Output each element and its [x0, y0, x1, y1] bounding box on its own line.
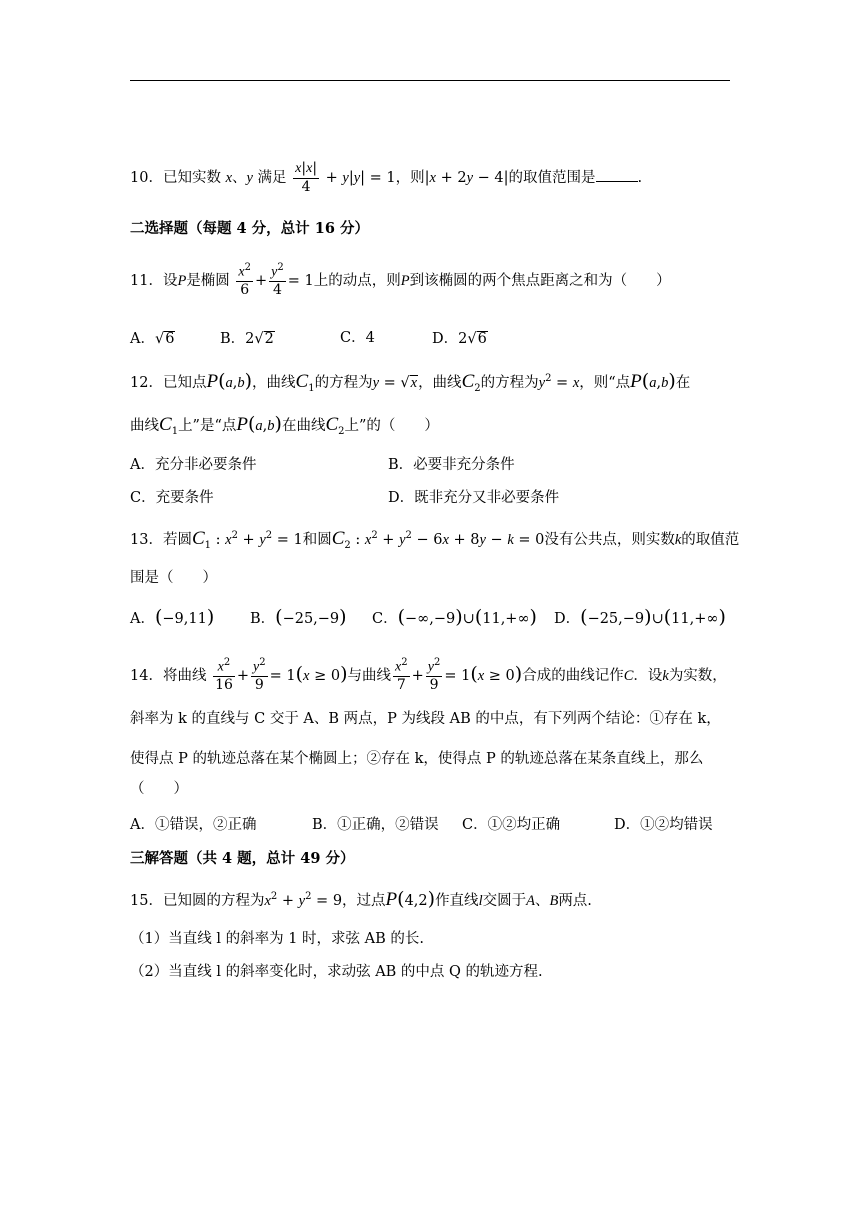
option-c: C．①②均正确: [462, 817, 561, 833]
question-12-line2: 曲线$C_1$上”是“点P(a,b)在曲线$C_2$上”的（ ）: [130, 413, 439, 437]
option-d: D．既非充分又非必要条件: [388, 490, 560, 506]
option-a: A．①错误，②正确: [130, 817, 257, 833]
question-13: 13．若圆$C_1$ : $x^2 + y^2 = 1$和圆$C_2$ : $x^2 + y^2 - 6x + 8y - k = 0$没有公共点，则实数k的取值范: [130, 528, 740, 551]
question-15: 15．已知圆的方程为$x^2 + y^2 = 9$，过点P(4,2)作直线l交圆于A、B两点.: [130, 888, 592, 910]
option-b: B．(−25,−9): [250, 606, 347, 628]
question-11: 11．设P是椭圆 $\frac{x^2}{6}$ + $\frac{y^2}{4}$ = 1上的动点，则P到该椭圆的两个焦点距离之和为（ ）: [130, 262, 671, 299]
question-12: 12．已知点P(a,b)，曲线$C_1$的方程为y = √x，曲线$C_2$的方程为$y^2 = x$，则“点P(a,b)在: [130, 370, 691, 394]
option-a: A．充分非必要条件: [130, 457, 257, 473]
option-a: A．(−9,11): [130, 606, 215, 628]
option-d: D．(−25,−9)∪(11,+∞): [554, 606, 726, 628]
option-d: D．①②均错误: [614, 817, 713, 833]
option-c: C．4: [340, 330, 375, 346]
option-d: D．2√6: [432, 331, 487, 347]
section-title-answer: 三解答题（共 4 题，总计 49 分）: [130, 850, 355, 867]
question-14-line2: 斜率为 k 的直线与 C 交于 A、B 两点，P 为线段 AB 的中点，有下列两个结论：①存在 k，: [130, 711, 721, 727]
option-b: B．必要非充分条件: [388, 457, 515, 473]
question-15-part2: （2）当直线 l 的斜率变化时，求动弦 AB 的中点 Q 的轨迹方程.: [130, 964, 543, 980]
question-14-line4: （ ）: [130, 781, 188, 797]
option-b: B．2√2: [220, 331, 274, 347]
option-c: C．(−∞,−9)∪(11,+∞): [372, 606, 537, 628]
fraction: $\frac{x|x|}{4}$: [295, 160, 318, 195]
question-15-part1: （1）当直线 l 的斜率为 1 时，求弦 AB 的长.: [130, 931, 424, 947]
header-rule: [130, 80, 730, 81]
answer-blank: [596, 169, 638, 182]
question-14: 14．将曲线 $\frac{x^2}{16}$ + $\frac{y^2}{9}$ = 1(x ≥ 0)与曲线 $\frac{x^2}{7}$ + $\frac{y^2}{9}$ = 1(x ≥ 0)合成的曲线记作C．设k为实数，: [130, 657, 727, 694]
section-title-choice: 二选择题（每题 4 分，总计 16 分）: [130, 220, 369, 237]
option-c: C．充要条件: [130, 490, 214, 506]
question-10: 10．已知实数 x、y 满足 $\frac{x|x|}{4}$ + y|y| = 1，则|x + 2y − 4|的取值范围是 .: [130, 160, 643, 195]
question-14-line3: 使得点 P 的轨迹总落在某个椭圆上；②存在 k，使得点 P 的轨迹总落在某条直线上，那么: [130, 751, 704, 767]
option-a: A．√6: [130, 331, 175, 347]
question-13-line2: 围是（ ）: [130, 570, 217, 586]
option-b: B．①正确，②错误: [312, 817, 439, 833]
